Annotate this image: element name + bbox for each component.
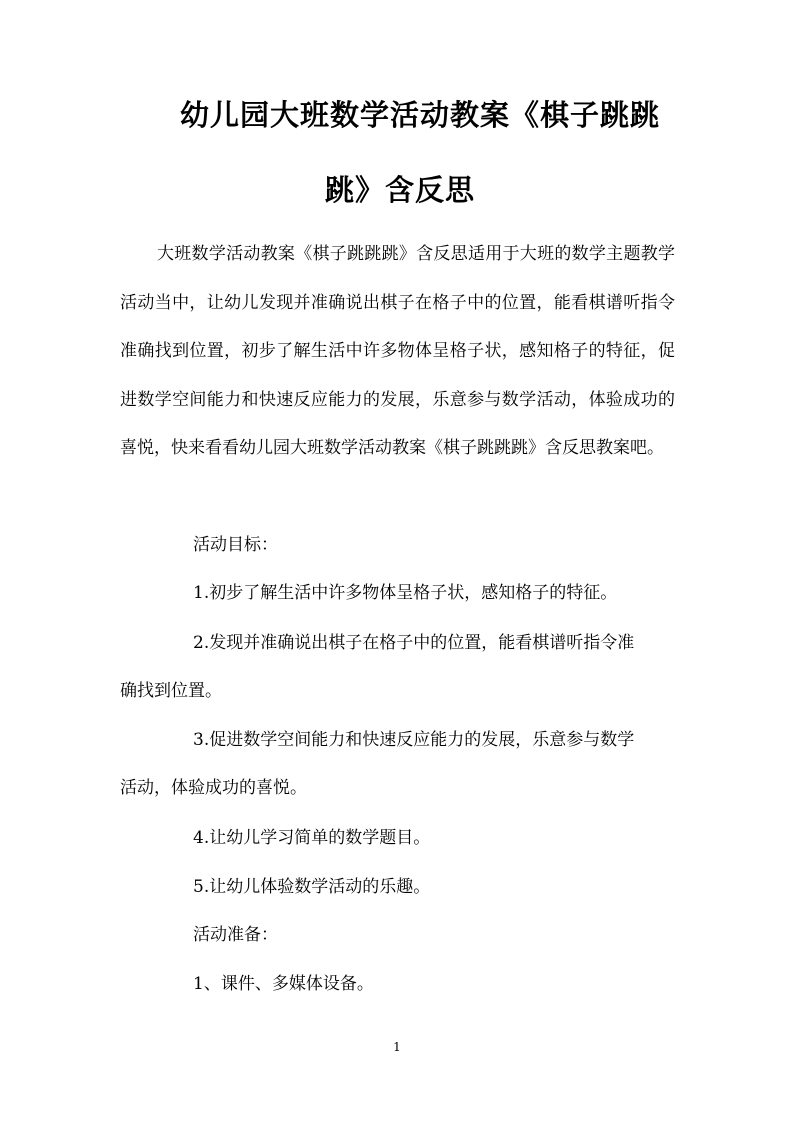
goal-item-3-line-1: 3.促进数学空间能力和快速反应能力的发展，乐意参与数学 [193, 730, 635, 750]
page-number: 1 [393, 1040, 401, 1054]
intro-paragraph: 大班数学活动教案《棋子跳跳跳》含反思适用于大班的数学主题教学活动当中，让幼儿发现并准确说出棋子在格子中的位置，能看棋谱听指令准确找到位置，初步了解生活中许多物体呈格子状，感知格子的特征，促进数学空间能力和快速反应能力的发展，乐意参与数学活动，体验成功的喜悦，快来看看幼儿园大班数学活动教案《棋子跳跳跳》含反思教案吧。 [120, 244, 675, 458]
goal-item-1: 1.初步了解生活中许多物体呈格子状，感知格子的特征。 [193, 583, 618, 603]
document-title-line-1: 幼儿园大班数学活动教案《棋子跳跳 [179, 98, 660, 132]
goal-item-3-line-2: 活动，体验成功的喜悦。 [120, 778, 307, 798]
preparation-heading: 活动准备： [193, 925, 278, 945]
goal-item-5: 5.让幼儿体验数学活动的乐趣。 [193, 877, 431, 897]
goals-heading: 活动目标： [193, 535, 278, 555]
preparation-item-1: 1、课件、多媒体设备。 [193, 974, 374, 994]
goal-item-4: 4.让幼儿学习简单的数学题目。 [193, 828, 431, 848]
document-title-line-2: 跳》含反思 [324, 173, 475, 207]
goal-item-2-line-2: 确找到位置。 [120, 681, 222, 701]
goal-item-2-line-1: 2.发现并准确说出棋子在格子中的位置，能看棋谱听指令准 [193, 633, 635, 653]
